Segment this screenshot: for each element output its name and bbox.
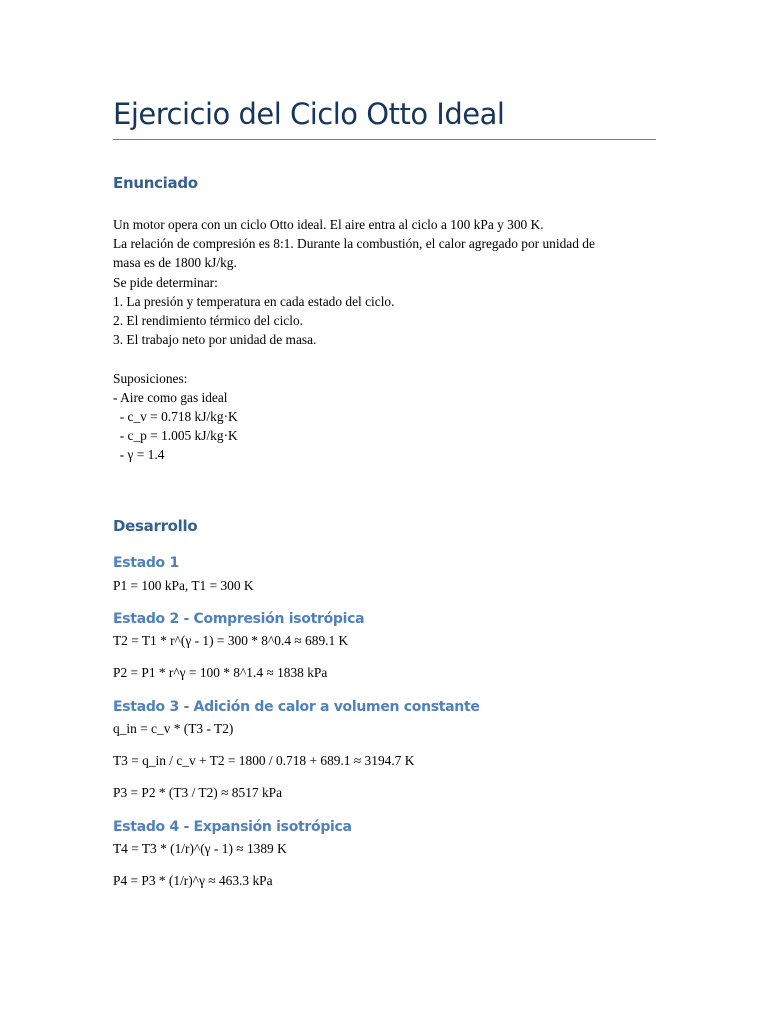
estado-2-equation-p2: P2 = P1 * r^γ = 100 * 8^1.4 ≈ 1838 kPa	[113, 665, 328, 680]
estado-3-equation-qin: q_in = c_v * (T3 - T2)	[113, 721, 234, 736]
suposicion-item: - c_p = 1.005 kJ/kg·K	[113, 428, 238, 444]
enunciado-heading: Enunciado	[113, 174, 198, 192]
suposicion-item: - Aire como gas ideal	[113, 389, 228, 405]
blank-line	[113, 349, 656, 368]
enunciado-line: masa es de 1800 kJ/kg.	[113, 255, 237, 271]
document-title: Ejercicio del Ciclo Otto Ideal	[113, 97, 505, 131]
estado-3-equation-t3: T3 = q_in / c_v + T2 = 1800 / 0.718 + 689.1 ≈ 3194.7 K	[113, 753, 415, 768]
estado-3-heading: Estado 3 - Adición de calor a volumen constante	[113, 699, 480, 715]
enunciado-line: 1. La presión y temperatura en cada estado del ciclo.	[113, 293, 395, 309]
suposicion-item: - γ = 1.4	[113, 447, 165, 463]
enunciado-line: 3. El trabajo neto por unidad de masa.	[113, 332, 317, 348]
estado-3-equation-p3: P3 = P2 * (T3 / T2) ≈ 8517 kPa	[113, 785, 283, 800]
estado-1-equation: P1 = 100 kPa, T1 = 300 K	[113, 578, 254, 593]
estado-4-equation-t4: T4 = T3 * (1/r)^(γ - 1) ≈ 1389 K	[113, 841, 287, 856]
estado-2-heading: Estado 2 - Compresión isotrópica	[113, 611, 365, 627]
estado-4-heading: Estado 4 - Expansión isotrópica	[113, 819, 352, 835]
estado-4-equation-p4: P4 = P3 * (1/r)^γ ≈ 463.3 kPa	[113, 873, 273, 888]
estado-2-equation-t2: T2 = T1 * r^(γ - 1) = 300 * 8^0.4 ≈ 689.1 K	[113, 633, 349, 648]
desarrollo-heading: Desarrollo	[113, 517, 198, 535]
title-underline	[113, 139, 656, 140]
enunciado-line: Un motor opera con un ciclo Otto ideal. El aire entra al ciclo a 100 kPa y 300 K.	[113, 217, 544, 232]
enunciado-line: 2. El rendimiento térmico del ciclo.	[113, 313, 304, 329]
enunciado-text	[113, 215, 656, 465]
suposiciones-label: Suposiciones:	[113, 370, 188, 386]
enunciado-line: Se pide determinar:	[113, 274, 218, 290]
suposicion-item: - c_v = 0.718 kJ/kg·K	[113, 409, 238, 425]
estado-1-heading: Estado 1	[113, 555, 179, 571]
enunciado-line: La relación de compresión es 8:1. Durante la combustión, el calor agregado por unidad de	[113, 236, 595, 252]
